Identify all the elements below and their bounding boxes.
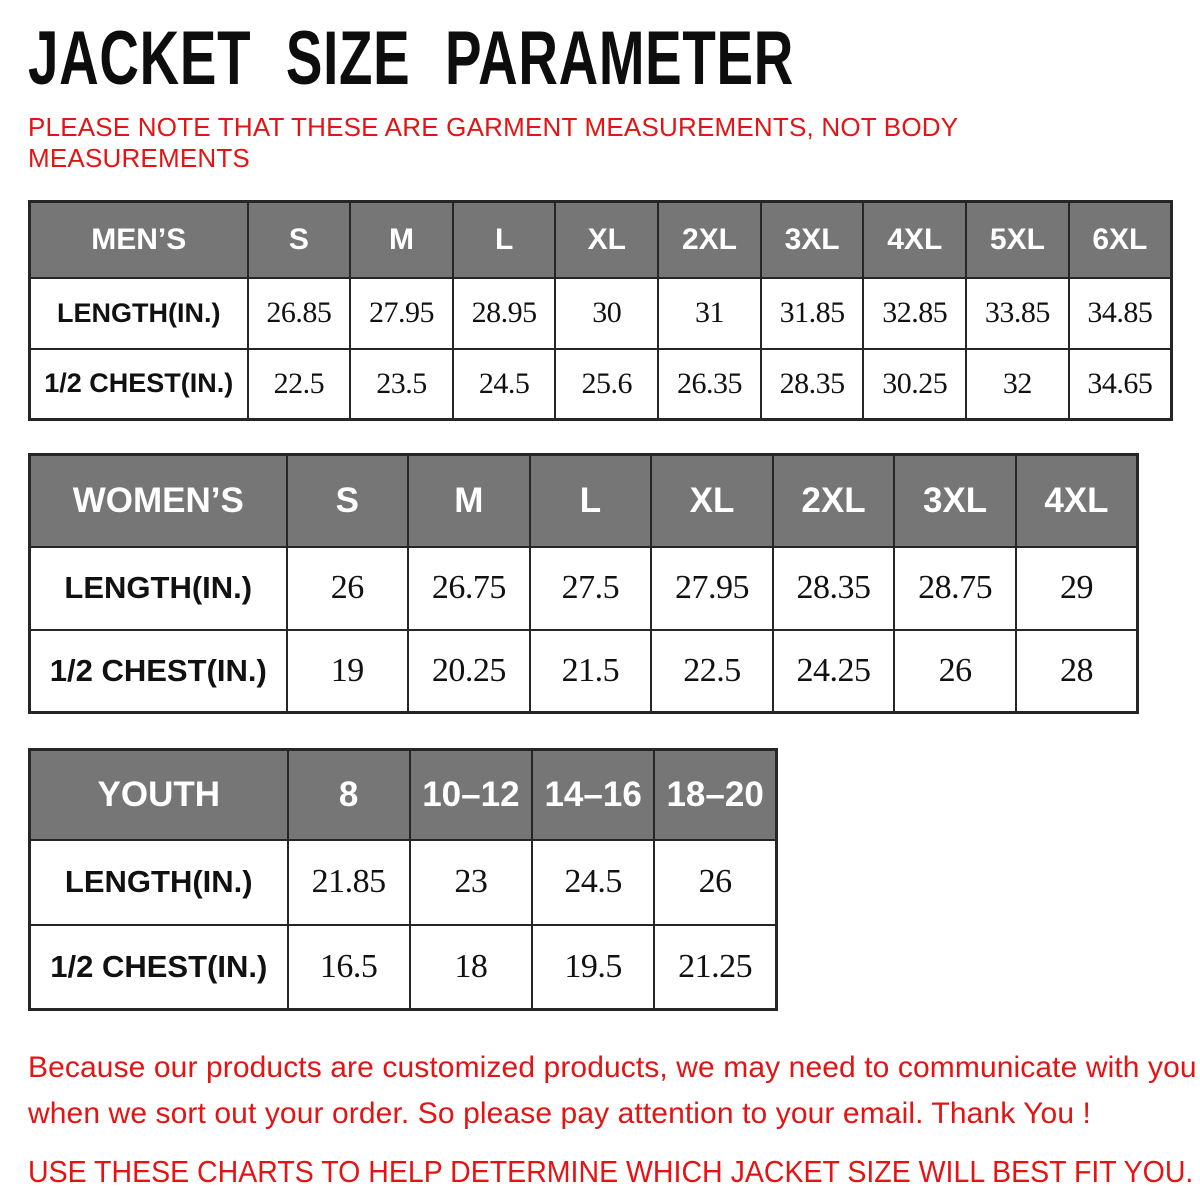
value-cell: 23 <box>410 840 532 925</box>
size-header-cell: 4XL <box>1016 455 1138 547</box>
value-cell: 26.75 <box>408 547 530 630</box>
value-cell: 30.25 <box>863 349 966 420</box>
measurement-row <box>30 630 1138 713</box>
size-header-cell: 2XL <box>658 202 761 278</box>
size-header-row <box>30 750 777 840</box>
chart-usage-instruction: USE THESE CHARTS TO HELP DETERMINE WHICH JACKET SIZE WILL BEST FIT YOU. <box>28 1154 1194 1189</box>
note-line: PLEASE NOTE THAT THESE ARE GARMENT MEASUREMENTS, NOT BODY <box>28 112 959 142</box>
measurement-row <box>30 349 1172 420</box>
size-header-row <box>30 202 1172 278</box>
value-cell: 26 <box>654 840 776 925</box>
value-cell: 20.25 <box>408 630 530 713</box>
value-cell: 21.85 <box>288 840 410 925</box>
value-cell: 27.95 <box>651 547 773 630</box>
value-cell: 31.85 <box>761 278 864 349</box>
value-cell: 33.85 <box>966 278 1069 349</box>
row-label-cell: LENGTH(IN.) <box>30 278 248 349</box>
value-cell: 28.35 <box>773 547 895 630</box>
size-header-cell: 10–12 <box>410 750 532 840</box>
notice-line: Because our products are customized products, we may need to communicate with you <box>28 1051 1197 1084</box>
size-header-row <box>30 455 1138 547</box>
customization-notice <box>28 1045 1200 1137</box>
measurement-row <box>30 547 1138 630</box>
value-cell: 30 <box>555 278 658 349</box>
value-cell: 26 <box>287 547 409 630</box>
page-title: JACKET SIZE PARAMETER <box>28 16 795 101</box>
value-cell: 29 <box>1016 547 1138 630</box>
value-cell: 24.25 <box>773 630 895 713</box>
row-label-cell: 1/2 CHEST(IN.) <box>30 349 248 420</box>
value-cell: 27.5 <box>530 547 652 630</box>
value-cell: 24.5 <box>453 349 556 420</box>
value-cell: 28 <box>1016 630 1138 713</box>
row-label-cell: LENGTH(IN.) <box>30 840 288 925</box>
value-cell: 34.85 <box>1069 278 1172 349</box>
size-header-cell: M <box>350 202 453 278</box>
note-line: MEASUREMENTS <box>28 143 250 173</box>
value-cell: 28.95 <box>453 278 556 349</box>
value-cell: 18 <box>410 925 532 1010</box>
value-cell: 21.25 <box>654 925 776 1010</box>
size-header-cell: L <box>453 202 556 278</box>
garment-measurement-note <box>28 112 1200 174</box>
value-cell: 26 <box>894 630 1016 713</box>
size-header-cell: XL <box>651 455 773 547</box>
value-cell: 25.6 <box>555 349 658 420</box>
size-header-cell: 3XL <box>894 455 1016 547</box>
value-cell: 34.65 <box>1069 349 1172 420</box>
value-cell: 16.5 <box>288 925 410 1010</box>
size-header-cell: 5XL <box>966 202 1069 278</box>
size-header-cell: 4XL <box>863 202 966 278</box>
size-header-cell: 6XL <box>1069 202 1172 278</box>
mens-size-table <box>28 200 1173 421</box>
size-header-cell: L <box>530 455 652 547</box>
womens-size-table <box>28 453 1139 714</box>
value-cell: 22.5 <box>248 349 351 420</box>
size-header-cell: 8 <box>288 750 410 840</box>
size-header-cell: S <box>248 202 351 278</box>
group-header-cell: WOMEN’S <box>30 455 287 547</box>
size-header-cell: M <box>408 455 530 547</box>
value-cell: 32 <box>966 349 1069 420</box>
value-cell: 19.5 <box>532 925 654 1010</box>
row-label-cell: 1/2 CHEST(IN.) <box>30 630 287 713</box>
value-cell: 19 <box>287 630 409 713</box>
size-header-cell: 3XL <box>761 202 864 278</box>
value-cell: 32.85 <box>863 278 966 349</box>
size-header-cell: XL <box>555 202 658 278</box>
size-header-cell: 2XL <box>773 455 895 547</box>
value-cell: 26.85 <box>248 278 351 349</box>
value-cell: 28.75 <box>894 547 1016 630</box>
measurement-row <box>30 925 777 1010</box>
row-label-cell: 1/2 CHEST(IN.) <box>30 925 288 1010</box>
value-cell: 21.5 <box>530 630 652 713</box>
row-label-cell: LENGTH(IN.) <box>30 547 287 630</box>
group-header-cell: MEN’S <box>30 202 248 278</box>
youth-size-table <box>28 748 778 1011</box>
group-header-cell: YOUTH <box>30 750 288 840</box>
value-cell: 26.35 <box>658 349 761 420</box>
value-cell: 28.35 <box>761 349 864 420</box>
value-cell: 24.5 <box>532 840 654 925</box>
value-cell: 22.5 <box>651 630 773 713</box>
size-header-cell: S <box>287 455 409 547</box>
notice-line: when we sort out your order. So please pay attention to your email. Thank You ! <box>28 1097 1091 1130</box>
size-header-cell: 18–20 <box>654 750 776 840</box>
value-cell: 27.95 <box>350 278 453 349</box>
measurement-row <box>30 278 1172 349</box>
value-cell: 31 <box>658 278 761 349</box>
size-header-cell: 14–16 <box>532 750 654 840</box>
value-cell: 23.5 <box>350 349 453 420</box>
measurement-row <box>30 840 777 925</box>
